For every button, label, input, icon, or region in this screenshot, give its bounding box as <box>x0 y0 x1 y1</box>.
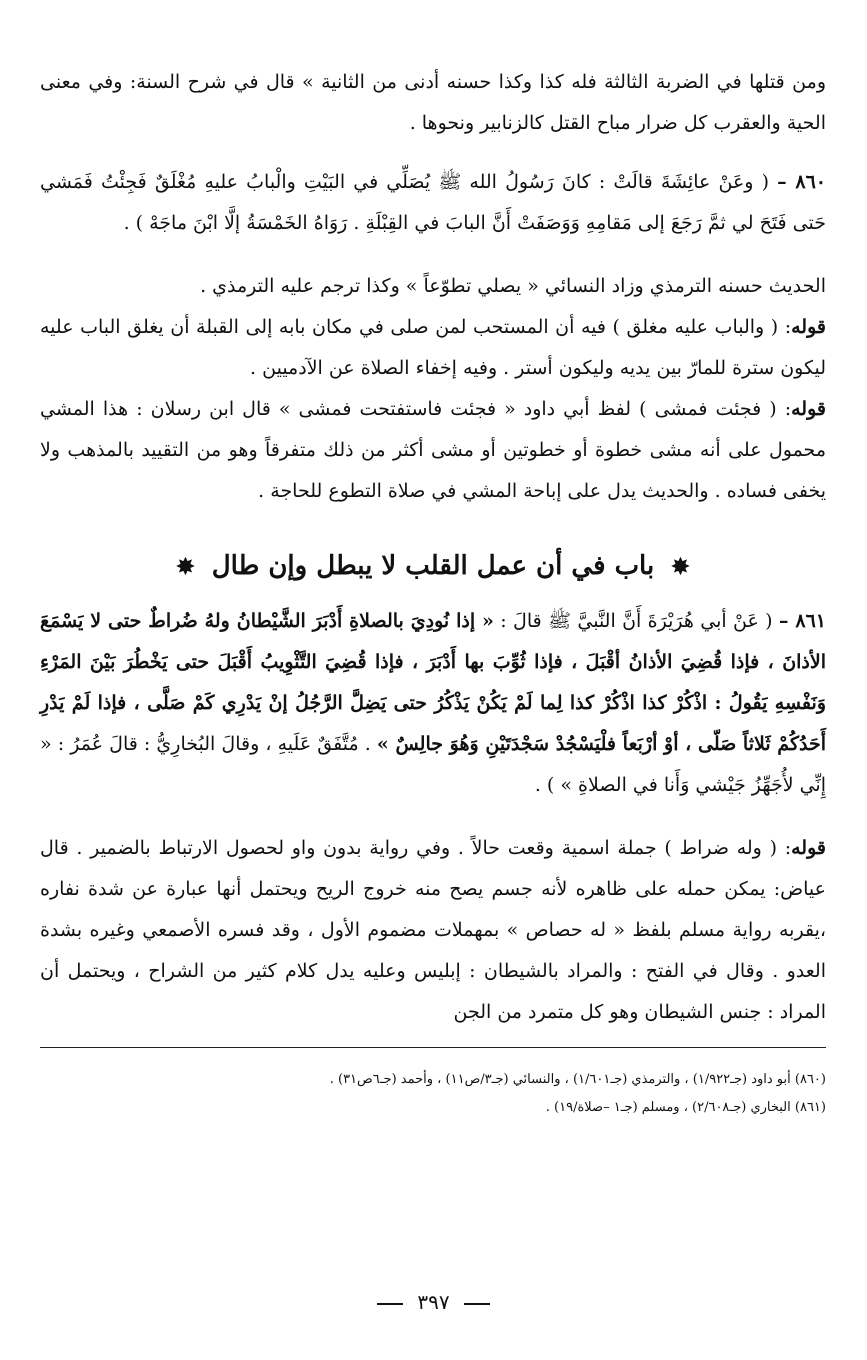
star-ornament-icon: ✸ <box>671 554 690 580</box>
qawluhu-label: قوله <box>791 398 826 420</box>
commentary-861-text: : ( وله ضراط ) جملة اسمية وقعت حالاً . وفي رواية بدون واو لحصول الارتباط بالضمير . قال عياض: يمكن حمله على ظاهره لأنه جسم يصح منه خروج الريح ويحتمل أنها عبارة عن شدة نفاره ،يقربه رواية مسلم بلفظ « له حصاص » بمهملات مضموم الأول ، وقد فسره الأصمعي وغيره بشدة العدو . وقال في الفتح : والمراد بالشيطان : إبليس وعليه يدل كلام كثير من الشراح ، ويحتمل أن المراد : جنس الشيطان وهو كل متمرد من الجن <box>40 837 826 1023</box>
footnote-divider <box>40 1047 826 1048</box>
hadith-861 <box>40 601 826 806</box>
chapter-heading <box>40 546 826 587</box>
qawluhu-label: قوله <box>791 837 826 859</box>
hadith-861-closing: . مُتَّفَقٌ عَلَيهِ ، وقالَ البُخارِيُّ : قالَ عُمَرُ : « إِنِّي لأُجَهِّزُ جَيْشي وَأَنا في الصلاةِ » ) . <box>40 733 826 796</box>
intro-paragraph: ومن قتلها في الضربة الثالثة فله كذا وكذا حسنه أدنى من الثانية » قال في شرح السنة: وفي معنى الحية والعقرب كل ضرار مباح القتل كالزنابير ونحوها . <box>40 71 826 134</box>
star-ornament-icon: ✸ <box>176 554 195 580</box>
qawluhu-label: قوله <box>791 316 826 338</box>
page-number-dash <box>377 1303 403 1305</box>
footnote-860: (٨٦٠) أبو داود (جـ١/٩٢٢) ، والترمذي (جـ١/٦٠١) ، والنسائي (جـ٣/ص١١) ، وأحمد (جـ٦ص٣١) . <box>329 1072 826 1087</box>
commentary-860-q2-text: : ( فجئت فمشى ) لفظ أبي داود « فجئت فاستفتحت فمشى » قال ابن رسلان : هذا المشي محمول على أنه مشى خطوة أو خطوتين أو مشى أكثر من ذلك متفرقاً وهو من التقييد بالمذهب ولا يخفى فساده . والحديث يدل على إباحة المشي في صلاة التطوع للحاجة . <box>40 398 826 502</box>
page-number-dash <box>464 1303 490 1305</box>
hadith-861-number: ٨٦١ – <box>778 610 827 632</box>
footnote-861: (٨٦١) البخاري (جـ٢/٦٠٨) ، ومسلم (جـ١ –صلاة/١٩) . <box>545 1100 826 1115</box>
commentary-860-q1 <box>40 307 826 389</box>
page-number <box>0 1290 867 1314</box>
chapter-title: باب في أن عمل القلب لا يبطل وإن طال <box>211 551 655 581</box>
hadith-860-number: ٨٦٠ – <box>777 171 827 193</box>
hadith-861-quote: « إذا نُودِيَ بالصلاةِ أَدْبَرَ الشَّيْطانُ ولهُ ضُراطٌ حتى لا يَسْمَعَ الأذانَ ، فإذا قُضِيَ الأذانُ أقْبَلَ ، فإذا ثُوِّبَ بها أَدْبَرَ ، فإذا قُضِيَ التَّثْوِيبُ أَقْبَلَ حتى يَخْطُرَ بَيْنَ المَرْءِ وَنَفْسِهِ يَقُولُ : اذْكُرْ كذا اذْكُرْ كذا لِما لَمْ يَكُنْ يَذْكُرُ حتى يَضِلَّ الرَّجُلُ إنْ يَدْرِي كَمْ صَلَّى ، فإذا لَمْ يَدْرِ أَحَدُكُمْ ثَلاثاً صَلّى ، أوْ أرْبَعاً فلْيَسْجُدْ سَجْدَتَيْنِ وَهُوَ جالِسٌ » <box>40 610 826 755</box>
commentary-860-q2 <box>40 389 826 512</box>
page-number-value: ٣٩٧ <box>417 1290 450 1314</box>
hadith-860 <box>40 162 826 244</box>
page-body <box>40 62 826 1122</box>
commentary-860-intro: الحديث حسنه الترمذي وزاد النسائي « يصلي تطوّعاً » وكذا ترجم عليه الترمذي . <box>200 275 826 297</box>
commentary-861 <box>40 828 826 1033</box>
commentary-860-q1-text: : ( والباب عليه مغلق ) فيه أن المستحب لمن صلى في مكان بابه إلى القبلة أن يغلق الباب عليه ليكون سترة للمارّ بين يديه وليكون أستر . وفيه إخفاء الصلاة عن الآدميين . <box>40 316 826 379</box>
hadith-861-opening: ( عَنْ أبي هُرَيْرَةَ أَنَّ النَّبيَّ ﷺ قالَ : <box>500 610 773 632</box>
hadith-860-text: ( وعَنْ عائِشَةَ قالَتْ : كانَ رَسُولُ الله ﷺ يُصَلِّي في البَيْتِ والْبابُ عليهِ مُغْلَقٌ فَجِئْتُ فَمَشي حَتى فَتَحَ لي ثمَّ رَجَعَ إلى مَقامِهِ وَوَصَفَتْ أَنَّ البابَ في القِبْلَةِ . رَوَاهُ الخَمْسَةُ إلَّا ابْنَ ماجَهْ ) . <box>40 171 826 234</box>
